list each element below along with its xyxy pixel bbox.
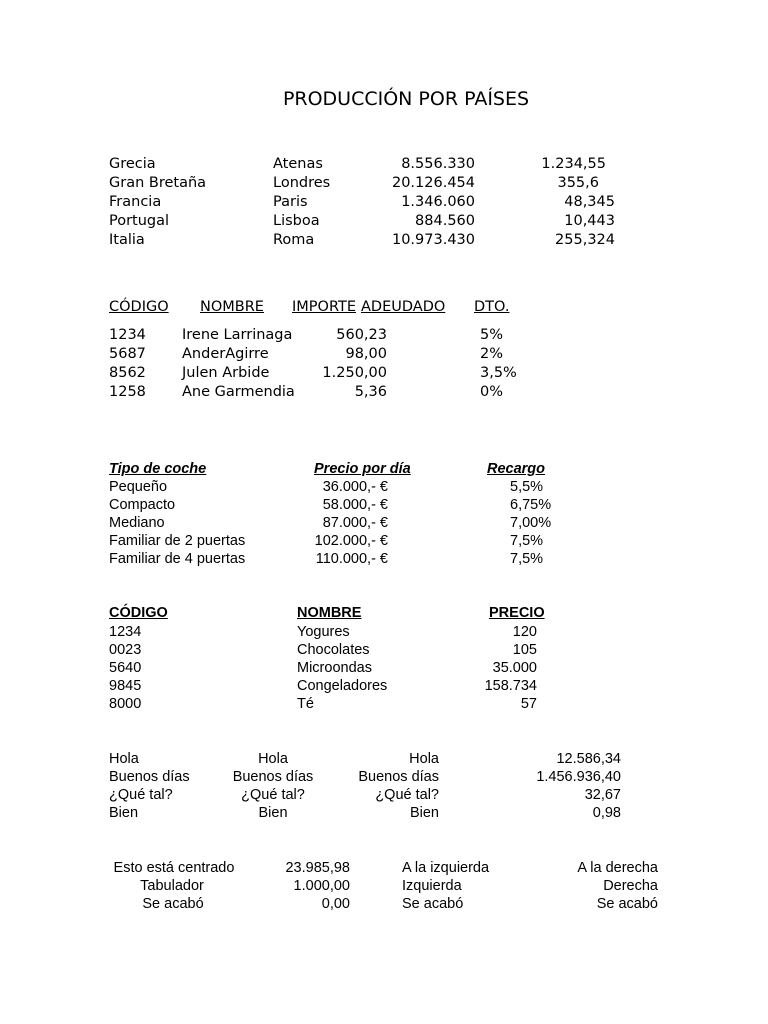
product-price: 105	[512, 642, 537, 658]
alignment-number: 23.985,98	[285, 860, 350, 876]
greeting-left: Hola	[109, 751, 139, 767]
debt-name: AnderAgirre	[182, 346, 269, 362]
country-population: 8.556.330	[401, 156, 475, 172]
column-header: Recargo	[487, 461, 546, 477]
car-surcharge: 7,5%	[510, 551, 544, 567]
greeting-left: ¿Qué tal?	[109, 787, 173, 803]
column-header: DTO.	[474, 299, 510, 315]
country-name: Portugal	[109, 213, 170, 229]
product-name: Microondas	[297, 660, 372, 676]
car-surcharge: 6,75%	[510, 497, 552, 513]
column-header: PRECIO	[489, 605, 545, 621]
country-population: 10.973.430	[391, 232, 475, 248]
column-header: Precio por día	[314, 461, 411, 477]
product-price: 35.000	[492, 660, 537, 676]
greeting-right: Buenos días	[358, 769, 439, 785]
product-code: 5640	[109, 660, 142, 676]
greeting-left: Buenos días	[109, 769, 190, 785]
product-name: Yogures	[297, 624, 350, 640]
car-price: 58.000,- €	[322, 497, 388, 513]
country-value: 48,345	[564, 194, 615, 210]
alignment-left: A la izquierda	[402, 860, 490, 876]
car-surcharge: 7,5%	[510, 533, 544, 549]
alignment-right: Derecha	[603, 878, 658, 894]
column-header: Tipo de coche	[109, 461, 207, 477]
car-type: Pequeño	[109, 479, 168, 495]
debt-code: 5687	[109, 346, 146, 362]
car-type: Familiar de 2 puertas	[109, 533, 246, 549]
column-header: CÓDIGO	[109, 605, 168, 621]
car-surcharge: 5,5%	[510, 479, 544, 495]
country-capital: Roma	[273, 232, 315, 248]
country-capital: Lisboa	[273, 213, 320, 229]
greeting-number: 32,67	[584, 787, 621, 803]
column-header: IMPORTE	[292, 299, 356, 315]
country-name: Grecia	[109, 156, 156, 172]
greeting-center: Bien	[258, 805, 288, 821]
column-header: NOMBRE	[200, 299, 264, 315]
greeting-center: ¿Qué tal?	[241, 787, 305, 803]
alignment-centered: Esto está centrado	[113, 860, 235, 876]
product-code: 8000	[109, 696, 142, 712]
car-price: 36.000,- €	[322, 479, 388, 495]
greeting-right: Hola	[409, 751, 439, 767]
country-name: Gran Bretaña	[109, 175, 207, 191]
country-value: 355,6	[557, 175, 599, 191]
debt-name: Ane Garmendia	[182, 384, 295, 400]
product-price: 57	[520, 696, 537, 712]
column-header: ADEUDADO	[361, 299, 446, 315]
product-code: 1234	[109, 624, 142, 640]
product-name: Té	[297, 696, 314, 712]
country-population: 20.126.454	[391, 175, 475, 191]
alignment-number: 1.000,00	[293, 878, 350, 894]
product-name: Congeladores	[297, 678, 388, 694]
debt-dto: 3,5%	[480, 365, 517, 381]
greeting-number: 0,98	[592, 805, 621, 821]
alignment-right: Se acabó	[596, 896, 658, 912]
debt-code: 1234	[109, 327, 146, 343]
country-name: Italia	[109, 232, 145, 248]
debt-dto: 5%	[480, 327, 504, 343]
car-price: 102.000,- €	[314, 533, 388, 549]
debt-dto: 0%	[480, 384, 504, 400]
car-type: Compacto	[109, 497, 176, 513]
debt-name: Julen Arbide	[182, 365, 270, 381]
product-price: 158.734	[484, 678, 537, 694]
alignment-centered: Se acabó	[142, 896, 204, 912]
country-population: 884.560	[415, 213, 475, 229]
country-value: 10,443	[564, 213, 615, 229]
car-type: Familiar de 4 puertas	[109, 551, 246, 567]
product-code: 9845	[109, 678, 142, 694]
country-capital: Londres	[273, 175, 331, 191]
car-price: 87.000,- €	[322, 515, 388, 531]
country-population: 1.346.060	[401, 194, 475, 210]
debt-code: 8562	[109, 365, 146, 381]
alignment-centered: Tabulador	[140, 878, 204, 894]
column-header: CÓDIGO	[109, 299, 169, 315]
product-name: Chocolates	[297, 642, 370, 658]
debt-dto: 2%	[480, 346, 504, 362]
car-type: Mediano	[109, 515, 165, 531]
greeting-right: ¿Qué tal?	[375, 787, 439, 803]
country-capital: Paris	[273, 194, 308, 210]
greeting-center: Hola	[258, 751, 288, 767]
product-price: 120	[512, 624, 537, 640]
debt-amount: 5,36	[354, 384, 387, 400]
debt-amount: 1.250,00	[322, 365, 387, 381]
greeting-number: 1.456.936,40	[536, 769, 621, 785]
page-title: PRODUCCIÓN POR PAÍSES	[282, 88, 530, 110]
greeting-center: Buenos días	[232, 769, 314, 785]
alignment-left: Se acabó	[402, 896, 464, 912]
debt-name: Irene Larrinaga	[182, 327, 293, 343]
country-value: 1.234,55	[541, 156, 606, 172]
debt-code: 1258	[109, 384, 146, 400]
greeting-left: Bien	[109, 805, 139, 821]
debt-amount: 560,23	[336, 327, 387, 343]
country-capital: Atenas	[273, 156, 323, 172]
alignment-left: Izquierda	[402, 878, 462, 894]
country-value: 255,324	[555, 232, 615, 248]
product-code: 0023	[109, 642, 142, 658]
debt-amount: 98,00	[345, 346, 387, 362]
column-header: NOMBRE	[297, 605, 362, 621]
car-surcharge: 7,00%	[510, 515, 552, 531]
car-price: 110.000,- €	[315, 551, 388, 567]
alignment-right: A la derecha	[577, 860, 658, 876]
country-name: Francia	[109, 194, 162, 210]
greeting-number: 12.586,34	[556, 751, 621, 767]
greeting-right: Bien	[409, 805, 439, 821]
alignment-number: 0,00	[321, 896, 350, 912]
